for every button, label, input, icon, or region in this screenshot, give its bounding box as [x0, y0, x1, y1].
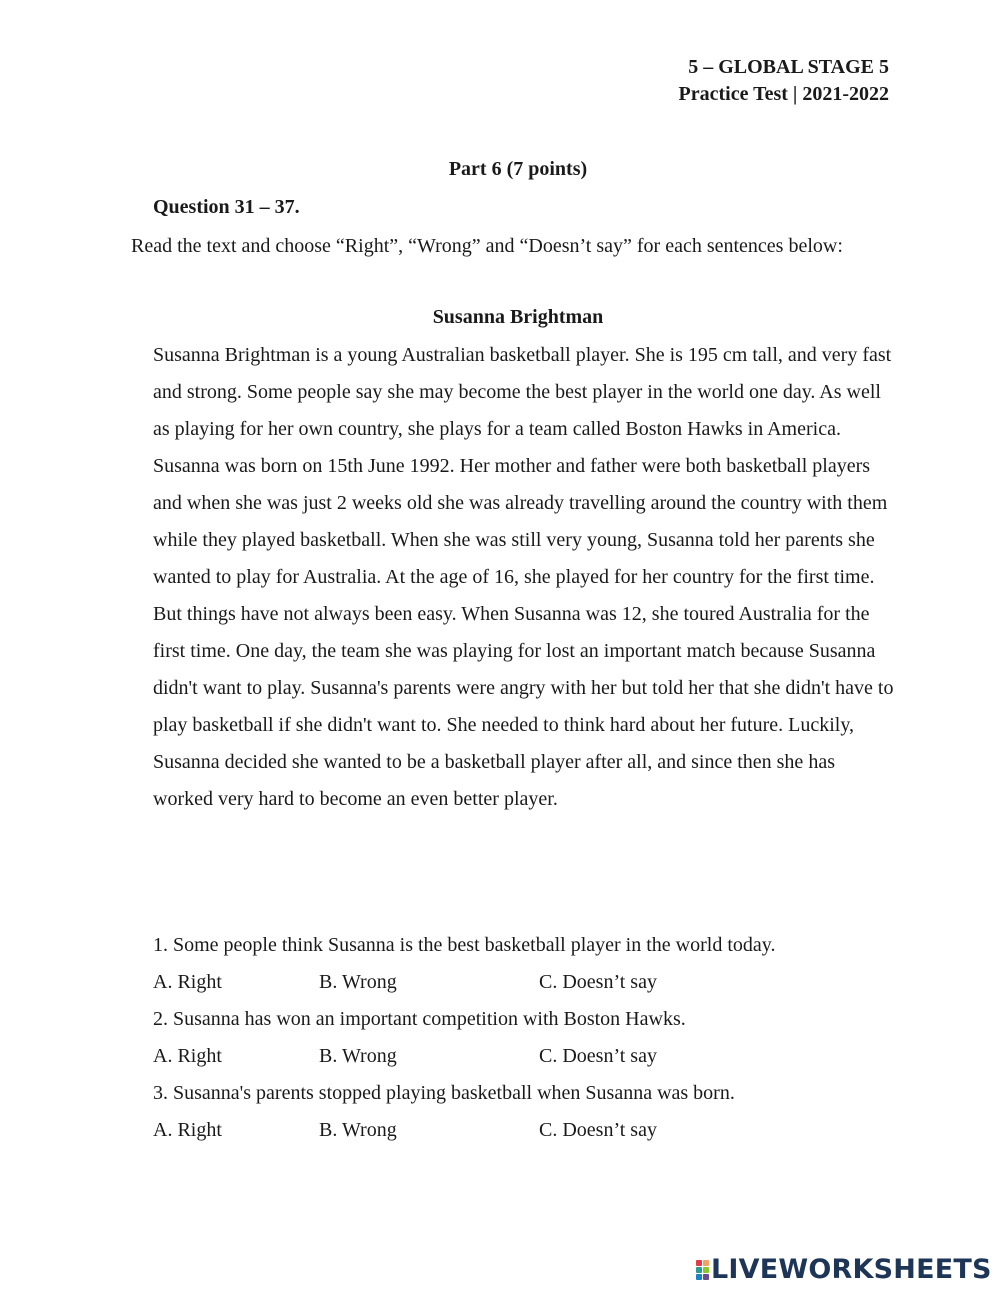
option-right[interactable]: A. Right [153, 1119, 222, 1141]
answer-options [153, 1038, 913, 1075]
question-item [153, 1075, 913, 1149]
logo-block [703, 1274, 709, 1280]
reading-passage [153, 337, 898, 818]
option-doesnt-say[interactable]: C. Doesn’t say [539, 1119, 657, 1141]
answer-options [153, 964, 913, 1001]
option-right[interactable]: A. Right [153, 1045, 222, 1067]
question-list [153, 927, 913, 1149]
passage-paragraph: Susanna Brightman is a young Australian basketball player. She is 195 cm tall, and very fast and strong. Some people say she may become the best player in the world one day. As well as playing for her own country, she plays for a team called Boston Hawks in America. [153, 344, 892, 440]
question-stem: 2. Susanna has won an important competition with Boston Hawks. [153, 1008, 686, 1030]
header-test-year: Practice Test | 2021-2022 [678, 83, 889, 105]
logo-block [703, 1267, 709, 1273]
liveworksheets-logo [696, 1254, 992, 1286]
part-title: Part 6 (7 points) [448, 158, 588, 180]
header-stage: 5 – GLOBAL STAGE 5 [688, 56, 889, 78]
option-wrong[interactable]: B. Wrong [319, 1045, 397, 1067]
answer-options [153, 1112, 913, 1149]
logo-block [696, 1260, 702, 1266]
question-item [153, 1001, 913, 1075]
logo-block [696, 1267, 702, 1273]
logo-blocks-icon [696, 1260, 709, 1280]
question-range: Question 31 – 37. [153, 196, 300, 218]
question-item [153, 927, 913, 1001]
option-doesnt-say[interactable]: C. Doesn’t say [539, 1045, 657, 1067]
option-right[interactable]: A. Right [153, 971, 222, 993]
logo-block [703, 1260, 709, 1266]
instructions: Read the text and choose “Right”, “Wrong” and “Doesn’t say” for each sentences below: [131, 235, 843, 257]
question-stem: 3. Susanna's parents stopped playing basketball when Susanna was born. [153, 1082, 735, 1104]
passage-paragraph: Susanna was born on 15th June 1992. Her mother and father were both basketball players and when she was just 2 weeks old she was already travelling around the country with them while they played basketball. When she was still very young, Susanna told her parents she wanted to play for Australia. At the age of 16, she played for her country for the first time. [153, 455, 888, 588]
option-wrong[interactable]: B. Wrong [319, 971, 397, 993]
option-wrong[interactable]: B. Wrong [319, 1119, 397, 1141]
logo-text: LIVEWORKSHEETS [711, 1254, 992, 1285]
question-stem: 1. Some people think Susanna is the best basketball player in the world today. [153, 934, 776, 956]
logo-block [696, 1274, 702, 1280]
option-doesnt-say[interactable]: C. Doesn’t say [539, 971, 657, 993]
reading-text-title: Susanna Brightman [432, 306, 604, 328]
document-header [679, 54, 889, 108]
passage-paragraph: But things have not always been easy. When Susanna was 12, she toured Australia for the first time. One day, the team she was playing for lost an important match because Susanna didn't want to play. Susanna's parents were angry with her but told her that she didn't have to play basketball if she didn't want to. She needed to think hard about her future. Luckily, Susanna decided she wanted to be a basketball player after all, and since then she has worked very hard to become an even better player. [153, 603, 894, 810]
